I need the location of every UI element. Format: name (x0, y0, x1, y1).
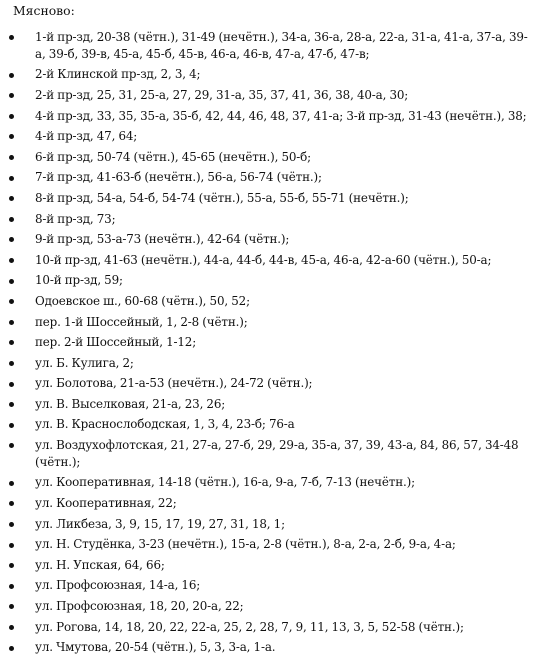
list-item-text: 9-й пр-зд, 53-а-73 (нечётн.), 42-64 (чётн.); (35, 232, 290, 247)
bullet-icon (9, 299, 14, 304)
list-item (0, 516, 544, 533)
list-item (0, 128, 544, 145)
list-item-text: 2-й Клинской пр-зд, 2, 3, 4; (35, 67, 201, 82)
bullet-icon (9, 402, 14, 407)
list-item-text: 8-й пр-зд, 54-а, 54-б, 54-74 (чётн.), 55-а, 55-б, 55-71 (нечётн.); (35, 190, 409, 205)
list-item-text: ул. Кооперативная, 22; (35, 496, 177, 511)
list-item-text: 6-й пр-зд, 50-74 (чётн.), 45-65 (нечётн.), 50-б; (35, 149, 312, 164)
list-item (0, 108, 544, 125)
list-item (0, 355, 544, 372)
bullet-icon (9, 481, 14, 486)
list-item-text: ул. В. Выселковая, 21-а, 23, 26; (35, 396, 226, 411)
list-item-text: ул. Рогова, 14, 18, 20, 22, 22-а, 25, 2, 28, 7, 9, 11, 13, 3, 5, 52-58 (чётн.); (35, 619, 464, 634)
address-list (0, 29, 544, 660)
list-item-text: ул. Н. Упская, 64, 66; (35, 557, 165, 572)
bullet-icon (9, 340, 14, 345)
list-item (0, 557, 544, 574)
list-item (0, 598, 544, 615)
list-item (0, 619, 544, 636)
bullet-icon (9, 563, 14, 568)
list-item-text: пер. 2-й Шоссейный, 1-12; (35, 335, 197, 350)
list-item (0, 149, 544, 166)
list-item (0, 639, 544, 656)
bullet-icon (9, 361, 14, 366)
bullet-icon (9, 646, 14, 651)
bullet-icon (9, 543, 14, 548)
bullet-icon (9, 134, 14, 139)
list-item (0, 29, 544, 63)
list-item (0, 66, 544, 83)
list-item-text: 10-й пр-зд, 41-63 (нечётн.), 44-а, 44-б, 44-в, 45-а, 46-а, 42-а-60 (чётн.), 50-а; (35, 252, 492, 267)
list-item-text: ул. Ликбеза, 3, 9, 15, 17, 19, 27, 31, 18, 1; (35, 516, 285, 531)
bullet-icon (9, 258, 14, 263)
list-item (0, 293, 544, 310)
list-item-text: ул. Кооперативная, 14-18 (чётн.), 16-а, 9-а, 7-б, 7-13 (нечётн.); (35, 475, 415, 490)
bullet-icon (9, 625, 14, 630)
bullet-icon (9, 237, 14, 242)
bullet-icon (9, 93, 14, 98)
list-item-text: ул. Профсоюзная, 14-а, 16; (35, 578, 201, 593)
bullet-icon (9, 423, 14, 428)
document-heading: Мясново: (13, 3, 75, 18)
bullet-icon (9, 155, 14, 160)
bullet-icon (9, 522, 14, 527)
bullet-icon (9, 114, 14, 119)
list-item-text: ул. Профсоюзная, 18, 20, 20-а, 22; (35, 599, 244, 614)
bullet-icon (9, 320, 14, 325)
list-item (0, 334, 544, 351)
list-item (0, 577, 544, 594)
bullet-icon (9, 584, 14, 589)
list-item-text: ул. Воздухофлотская, 21, 27-а, 27-б, 29, 29-а, 35-а, 37, 39, 43-а, 84, 86, 57, 34-48 (чётн.); (35, 438, 519, 469)
list-item (0, 437, 544, 471)
list-item (0, 375, 544, 392)
bullet-icon (9, 279, 14, 284)
list-item-text: ул. Чмутова, 20-54 (чётн.), 5, 3, 3-а, 1-а. (35, 640, 276, 655)
list-item (0, 536, 544, 553)
list-item-text: пер. 1-й Шоссейный, 1, 2-8 (чётн.); (35, 314, 248, 329)
bullet-icon (9, 196, 14, 201)
list-item-text: 8-й пр-зд, 73; (35, 211, 116, 226)
list-item (0, 252, 544, 269)
list-item-text: 7-й пр-зд, 41-63-б (нечётн.), 56-а, 56-74 (чётн.); (35, 170, 322, 185)
list-item (0, 396, 544, 413)
bullet-icon (9, 35, 14, 40)
list-item-text: 4-й пр-зд, 47, 64; (35, 129, 138, 144)
list-item (0, 495, 544, 512)
bullet-icon (9, 73, 14, 78)
list-item-text: ул. Б. Кулига, 2; (35, 355, 134, 370)
list-item-text: 4-й пр-зд, 33, 35, 35-а, 35-б, 42, 44, 46, 48, 37, 41-а; 3-й пр-зд, 31-43 (нечётн.), 38; (35, 108, 527, 123)
list-item-text: Одоевское ш., 60-68 (чётн.), 50, 52; (35, 293, 250, 308)
list-item (0, 474, 544, 491)
list-item (0, 211, 544, 228)
list-item-text: ул. Н. Студёнка, 3-23 (нечётн.), 15-а, 2-8 (чётн.), 8-а, 2-а, 2-б, 9-а, 4-а; (35, 537, 456, 552)
list-item-text: 2-й пр-зд, 25, 31, 25-а, 27, 29, 31-а, 35, 37, 41, 36, 38, 40-а, 30; (35, 87, 409, 102)
bullet-icon (9, 217, 14, 222)
list-item-text: 1-й пр-зд, 20-38 (чётн.), 31-49 (нечётн.), 34-а, 36-а, 28-а, 22-а, 31-а, 41-а, 37-а, 39-а, 39-б, 39-в, 45-а, 45-б, 45-в, 46-а, 46-в, 47-а, 47-б, 47-в; (35, 30, 528, 61)
list-item (0, 416, 544, 433)
bullet-icon (9, 604, 14, 609)
list-item (0, 87, 544, 104)
list-item-text: 10-й пр-зд, 59; (35, 273, 123, 288)
list-item (0, 190, 544, 207)
list-item (0, 272, 544, 289)
list-item-text: ул. В. Краснослободская, 1, 3, 4, 23-б; 76-а (35, 417, 295, 432)
list-item (0, 314, 544, 331)
bullet-icon (9, 176, 14, 181)
list-item-text: ул. Болотова, 21-а-53 (нечётн.), 24-72 (чётн.); (35, 376, 313, 391)
bullet-icon (9, 501, 14, 506)
bullet-icon (9, 382, 14, 387)
list-item (0, 169, 544, 186)
bullet-icon (9, 443, 14, 448)
list-item (0, 231, 544, 248)
